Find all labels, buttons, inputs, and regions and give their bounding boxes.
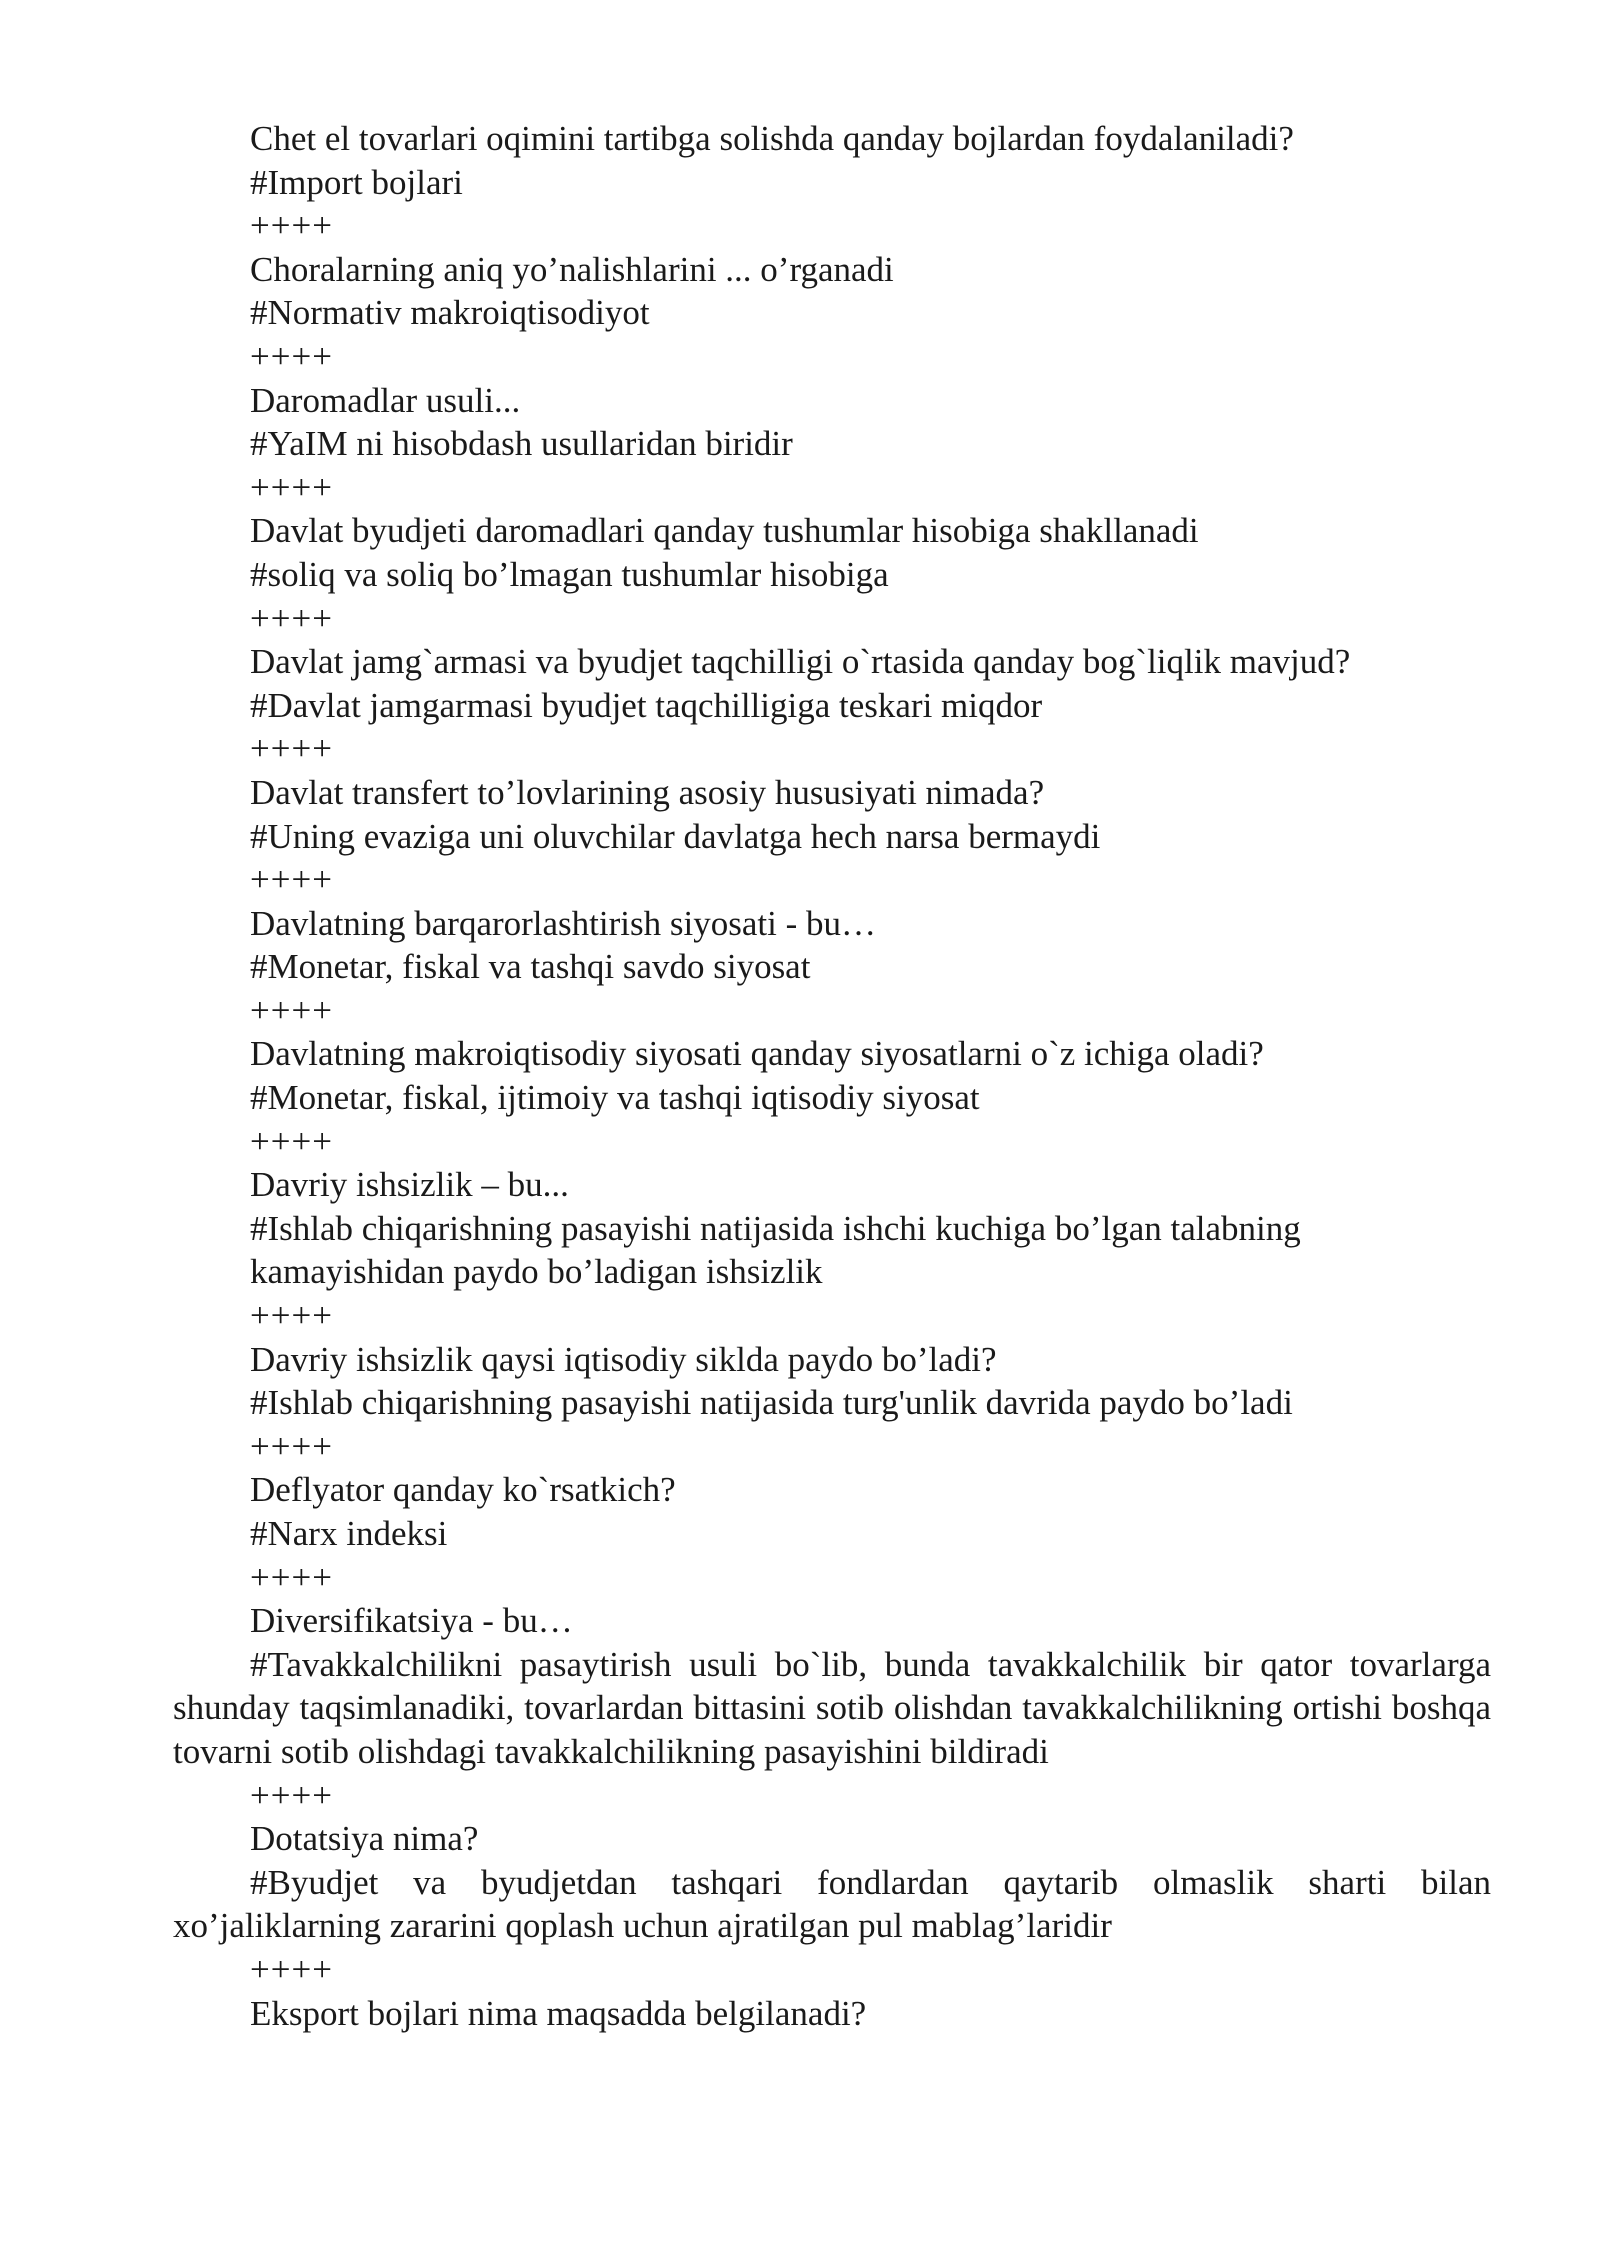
separator-line: ++++ [250,1121,333,1161]
separator-line: ++++ [250,1775,333,1815]
question-line: Eksport bojlari nima maqsadda belgilanadi? [250,1993,867,2033]
answer-paragraph: #Tavakkalchilikni pasaytirish usuli bo`lib, bunda tavakkalchilik bir qator tovarlarga shunday taqsimlanadiki, tovarlardan bittasini sotib olishdan tavakkalchilikning ortishi boshqa tovarni sotib olishdagi tavakkalchilikning pasayishini bildiradi [173,1644,1491,1771]
question-line: Diversifikatsiya - bu… [250,1601,573,1641]
question-line: Davlat jamg`armasi va byudjet taqchilligi o`rtasida qanday bog`liqlik mavjud? [250,642,1351,682]
question-line: Davriy ishsizlik – bu... [250,1165,569,1205]
question-line: Davlatning makroiqtisodiy siyosati qanday siyosatlarni o`z ichiga oladi? [250,1034,1264,1074]
answer-line-continued: kamayishidan paydo bo’ladigan ishsizlik [250,1252,823,1292]
answer-line: #soliq va soliq bo’lmagan tushumlar hisobiga [250,554,889,594]
answer-line: #Narx indeksi [250,1514,448,1553]
answer-line: #Monetar, fiskal va tashqi savdo siyosat [250,947,811,987]
answer-line: #Davlat jamgarmasi byudjet taqchilligiga teskari miqdor [250,685,1043,725]
separator-line: ++++ [250,598,333,638]
separator-line: ++++ [250,206,333,246]
question-line: Davlat transfert to’lovlarining asosiy hususiyati nimada? [250,772,1045,812]
answer-line: #YaIM ni hisobdash usullaridan biridir [250,424,793,464]
separator-line: ++++ [250,990,333,1030]
answer-paragraph: #Byudjet va byudjetdan tashqari fondlardan qaytarib olmaslik sharti bilan xo’jaliklarning zararini qoplash uchun ajratilgan pul mablag’laridir [173,1862,1491,1946]
document-body [173,117,1491,2035]
question-line: Deflyator qanday ko`rsatkich? [250,1470,676,1510]
separator-line: ++++ [250,1949,333,1989]
separator-line: ++++ [250,1557,333,1597]
separator-line: ++++ [250,729,333,769]
separator-line: ++++ [250,860,333,900]
answer-line: #Uning evaziga uni oluvchilar davlatga hech narsa bermaydi [250,816,1101,856]
separator-line: ++++ [250,1426,333,1466]
question-line: Dotatsiya nima? [250,1819,479,1859]
question-line: Davlatning barqarorlashtirish siyosati - bu… [250,903,876,943]
question-line: Chet el tovarlari oqimini tartibga solishda qanday bojlardan foydalaniladi? [250,119,1294,158]
question-line: Daromadlar usuli... [250,380,521,420]
answer-line: #Monetar, fiskal, ijtimoiy va tashqi iqtisodiy siyosat [250,1078,980,1118]
separator-line: ++++ [250,336,333,376]
answer-line: #Ishlab chiqarishning pasayishi natijasida turg'unlik davrida paydo bo’ladi [250,1383,1293,1423]
answer-line: #Import bojlari [250,162,463,202]
separator-line: ++++ [250,467,333,507]
question-line: Davlat byudjeti daromadlari qanday tushumlar hisobiga shakllanadi [250,511,1199,551]
separator-line: ++++ [250,1296,333,1336]
question-line: Choralarning aniq yo’nalishlarini ... o’rganadi [250,249,894,289]
answer-line: #Ishlab chiqarishning pasayishi natijasida ishchi kuchiga bo’lgan talabning [250,1208,1301,1248]
question-line: Davriy ishsizlik qaysi iqtisodiy siklda paydo bo’ladi? [250,1339,997,1379]
answer-line: #Normativ makroiqtisodiyot [250,293,650,333]
